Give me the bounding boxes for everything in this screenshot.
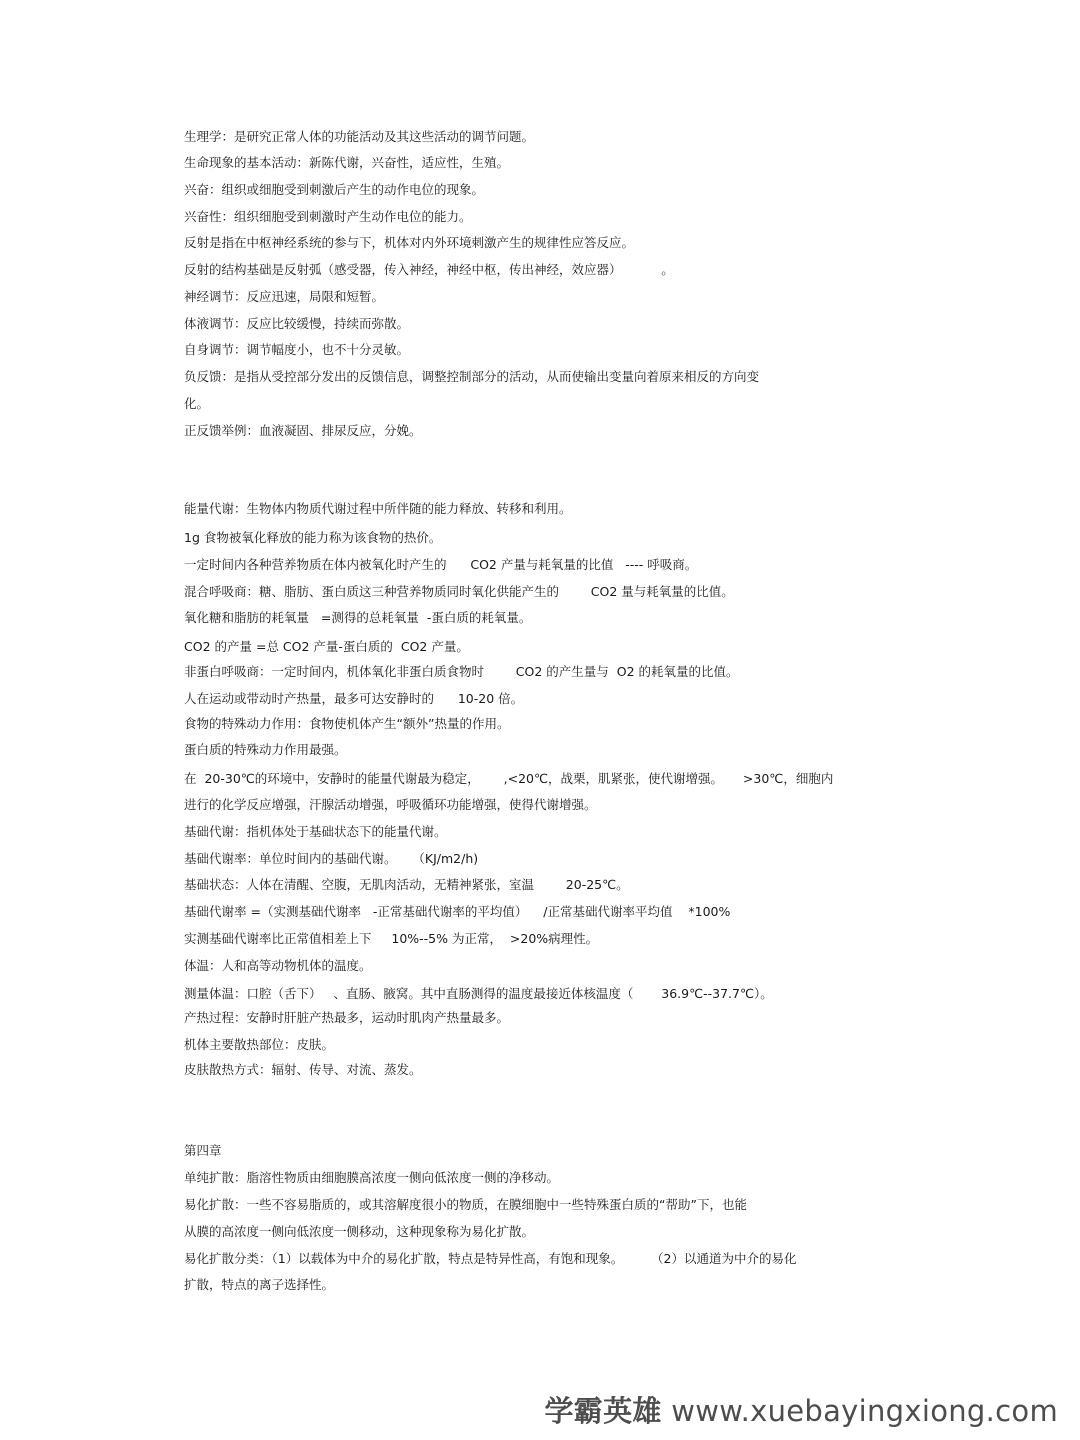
text-line: 兴奋性：组织细胞受到刺激时产生动作电位的能力。 xyxy=(184,209,472,224)
text-line: 1g 食物被氧化释放的能力称为该食物的热价。 xyxy=(184,530,442,545)
text-line: 基础状态：人体在清醒、空腹，无肌肉活动，无精神紧张，室温 20-25℃。 xyxy=(184,877,629,892)
text-line: 基础代谢：指机体处于基础状态下的能量代谢。 xyxy=(184,824,447,839)
text-line: 非蛋白呼吸商：一定时间内，机体氧化非蛋白质食物时 CO2 的产生量与 O2 的耗氧量的比值。 xyxy=(184,664,739,679)
text-line: 体液调节：反应比较缓慢，持续而弥散。 xyxy=(184,316,410,331)
text-line: 扩散，特点的离子选择性。 xyxy=(184,1277,335,1292)
text-line: 生理学：是研究正常人体的功能活动及其这些活动的调节问题。 xyxy=(184,129,535,144)
text-line: 实测基础代谢率比正常值相差上下 10%--5% 为正常， >20%病理性。 xyxy=(184,931,599,946)
text-line: 神经调节：反应迅速，局限和短暂。 xyxy=(184,289,385,304)
brand-name: 学霸英雄 xyxy=(544,1394,662,1428)
text-line: 在 20-30℃的环境中，安静时的能量代谢最为稳定， ,<20℃，战栗，肌紧张，使代谢增强。 >30℃，细胞内 xyxy=(184,771,834,786)
text-line: 产热过程：安静时肝脏产热最多，运动时肌肉产热量最多。 xyxy=(184,1010,510,1025)
text-line: 易化扩散：一些不容易脂质的，或其溶解度很小的物质，在膜细胞中一些特殊蛋白质的“帮助”下，也能 xyxy=(184,1197,747,1212)
text-line: 易化扩散分类：（1）以载体为中介的易化扩散，特点是特异性高，有饱和现象。 （2）以通道为中介的易化 xyxy=(184,1251,797,1266)
text-line: 从膜的高浓度一侧向低浓度一侧移动，这种现象称为易化扩散。 xyxy=(184,1224,535,1239)
text-line: 单纯扩散：脂溶性物质由细胞膜高浓度一侧向低浓度一侧的净移动。 xyxy=(184,1170,560,1185)
chapter-heading: 第四章 xyxy=(184,1143,222,1158)
text-line: 化。 xyxy=(184,396,210,411)
text-line: 基础代谢率 =（实测基础代谢率 -正常基础代谢率的平均值） /正常基础代谢率平均值 *100% xyxy=(184,904,731,919)
watermark-footer xyxy=(544,1393,1058,1429)
text-line: 生命现象的基本活动：新陈代谢，兴奋性，适应性，生殖。 xyxy=(184,155,510,170)
text-line: CO2 的产量 =总 CO2 产量-蛋白质的 CO2 产量。 xyxy=(184,639,469,654)
text-line: 食物的特殊动力作用：食物使机体产生“额外”热量的作用。 xyxy=(184,716,510,731)
text-line: 兴奋：组织或细胞受到刺激后产生的动作电位的现象。 xyxy=(184,182,485,197)
text-line: 进行的化学反应增强，汗腺活动增强，呼吸循环功能增强，使得代谢增强。 xyxy=(184,797,597,812)
text-line: 基础代谢率：单位时间内的基础代谢。 （KJ/m2/h) xyxy=(184,851,479,866)
text-line: 氧化糖和脂肪的耗氧量 =测得的总耗氧量 -蛋白质的耗氧量。 xyxy=(184,610,532,625)
text-line: 机体主要散热部位：皮肤。 xyxy=(184,1037,335,1052)
text-line: 反射是指在中枢神经系统的参与下，机体对内外环境刺激产生的规律性应答反应。 xyxy=(184,235,635,250)
site-url: www.xuebayingxiong.com xyxy=(671,1394,1058,1428)
text-line: 自身调节：调节幅度小，也不十分灵敏。 xyxy=(184,342,410,357)
text-line: 蛋白质的特殊动力作用最强。 xyxy=(184,742,347,757)
text-line: 皮肤散热方式：辐射、传导、对流、蒸发。 xyxy=(184,1062,422,1077)
text-line: 体温：人和高等动物机体的温度。 xyxy=(184,958,372,973)
text-line: 负反馈：是指从受控部分发出的反馈信息，调整控制部分的活动，从而使输出变量向着原来相反的方向变 xyxy=(184,369,760,384)
text-line: 人在运动或带动时产热量，最多可达安静时的 10-20 倍。 xyxy=(184,691,524,706)
text-line: 一定时间内各种营养物质在体内被氧化时产生的 CO2 产量与耗氧量的比值 ---- 呼吸商。 xyxy=(184,557,698,572)
text-line: 正反馈举例：血液凝固、排尿反应，分娩。 xyxy=(184,423,422,438)
text-line: 能量代谢：生物体内物质代谢过程中所伴随的能力释放、转移和利用。 xyxy=(184,501,572,516)
text-line: 测量体温：口腔（舌下） 、直肠、腋窝。其中直肠测得的温度最接近体核温度（ 36.9℃--37.7℃）。 xyxy=(184,986,773,1001)
text-line: 混合呼吸商：糖、脂肪、蛋白质这三种营养物质同时氧化供能产生的 CO2 量与耗氧量的比值。 xyxy=(184,584,734,599)
text-line: 反射的结构基础是反射弧（感受器，传入神经，神经中枢，传出神经，效应器） 。 xyxy=(184,262,674,277)
